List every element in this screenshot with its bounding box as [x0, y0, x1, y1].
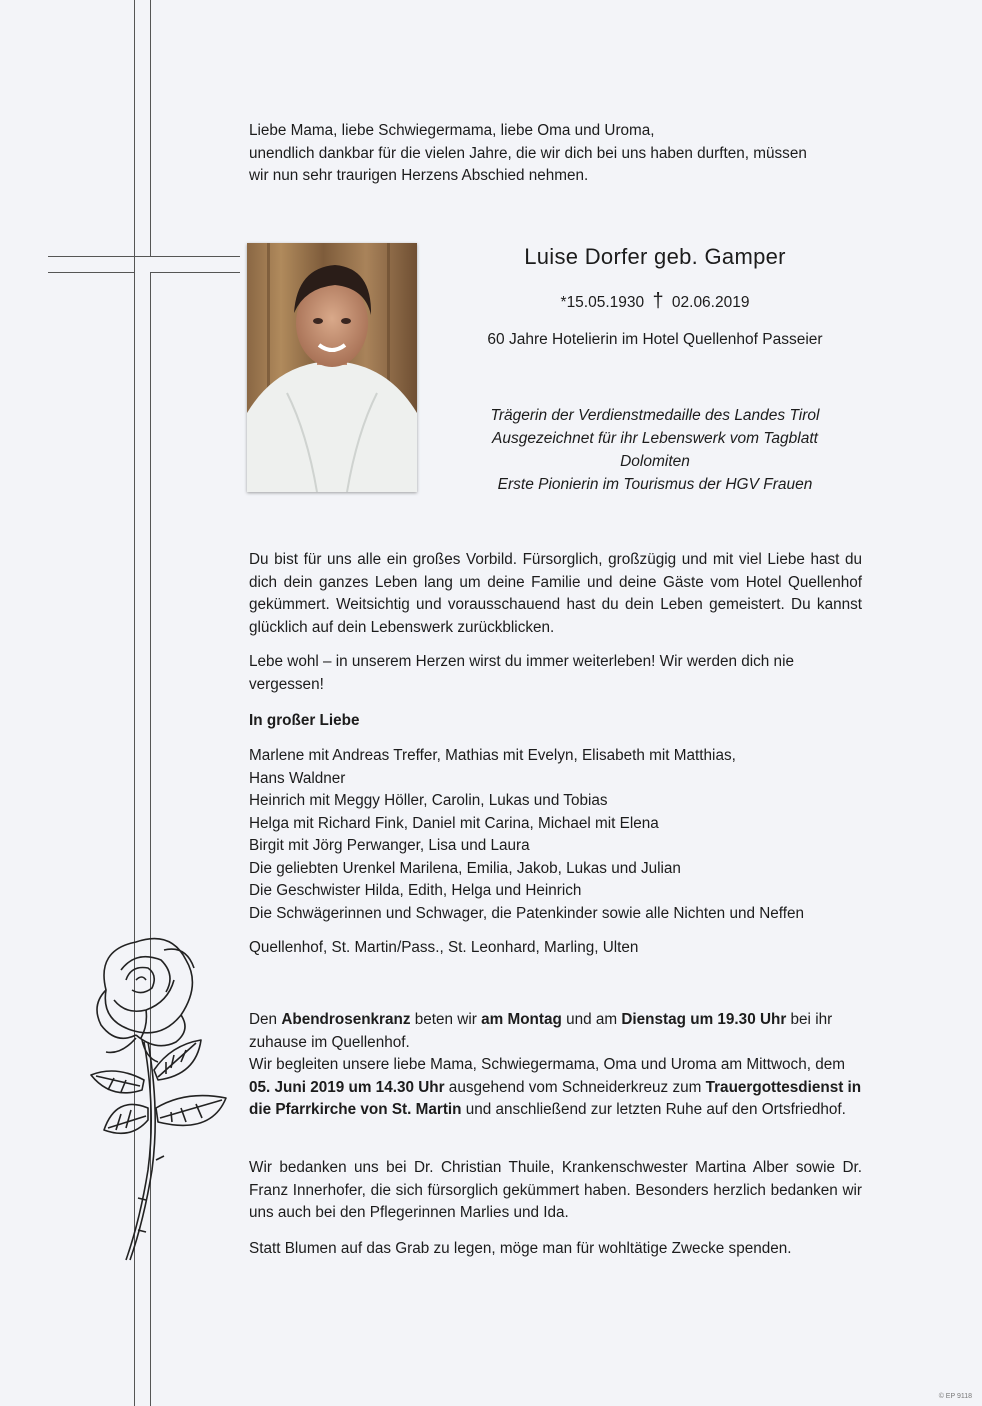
service-text: Den — [249, 1011, 282, 1028]
family-line: Helga mit Richard Fink, Daniel mit Carina, Michael mit Elena — [249, 814, 659, 832]
closing-line: Statt Blumen auf das Grab zu legen, möge man für wohltätige Zwecke spenden. — [249, 1240, 792, 1257]
cross-horizontal-line-lower-right — [150, 272, 240, 273]
family-line: Marlene mit Andreas Treffer, Mathias mit Evelyn, Elisabeth mit Matthias, — [249, 747, 736, 764]
service-bold: Trauergottesdienst in die Pfarrkirche von St. Martin — [249, 1078, 862, 1118]
print-mark: © EP 9118 — [938, 1393, 972, 1400]
honors-list — [470, 404, 840, 496]
family-line: Heinrich mit Meggy Höller, Carolin, Lukas und Tobias — [249, 792, 608, 809]
service-bold: Dienstag um 19.30 Uhr — [621, 1011, 787, 1028]
service-bold: am Montag — [481, 1011, 562, 1028]
places-line: Quellenhof, St. Martin/Pass., St. Leonhard, Marling, Ulten — [249, 939, 639, 956]
thanks-paragraph: Wir bedanken uns bei Dr. Christian Thuile, Krankenschwester Martina Alber sowie Dr. Franz Innerhofer, die sich fürsorglich gekümmert haben. Besonders herzlich bedanken wir uns auch bei den Pflegerinnen Marlies und Ida. — [249, 1159, 862, 1221]
family-line: Die Geschwister Hilda, Edith, Helga und Heinrich — [249, 882, 582, 899]
death-date: 02.06.2019 — [671, 294, 750, 311]
deceased-name: Luise Dorfer geb. Gamper — [524, 244, 786, 269]
rose-icon — [76, 930, 236, 1270]
service-bold: Abendrosenkranz — [281, 1011, 411, 1028]
service-info — [249, 1009, 862, 1122]
family-heading-text: In großer Liebe — [249, 712, 360, 729]
service-text: und am — [561, 1011, 622, 1028]
family-heading — [249, 710, 862, 733]
honor-item: Ausgezeichnet für ihr Lebenswerk vom Tagblatt — [492, 430, 818, 447]
service-text: bei ihr zuhause im Quellenhof. — [249, 1011, 833, 1051]
birth-date: *15.05.1930 — [560, 294, 645, 311]
intro-text — [249, 120, 889, 188]
portrait-photo — [247, 243, 417, 492]
cross-vertical-line-left — [134, 0, 135, 272]
honor-item: Trägerin der Verdienstmedaille des Landes Tirol — [490, 407, 820, 424]
service-text: beten wir — [410, 1011, 482, 1028]
service-text: Wir begleiten unsere liebe Mama, Schwiegermama, Oma und Uroma am Mittwoch, dem — [249, 1056, 845, 1073]
farewell-paragraph: Lebe wohl – in unserem Herzen wirst du immer weiterleben! Wir werden dich nie vergessen! — [249, 653, 794, 693]
service-text: ausgehend vom Schneiderkreuz zum — [444, 1078, 706, 1096]
cross-horizontal-line-upper — [48, 256, 150, 257]
life-dates — [430, 290, 880, 313]
family-line: Hans Waldner — [249, 769, 346, 787]
family-list — [249, 745, 889, 925]
family-line: Die geliebten Urenkel Marilena, Emilia, Jakob, Lukas und Julian — [249, 859, 681, 877]
intro-line-3: wir nun sehr traurigen Herzens Abschied nehmen. — [249, 167, 589, 184]
cross-horizontal-line-lower — [48, 272, 134, 273]
deceased-role: 60 Jahre Hotelierin im Hotel Quellenhof Passeier — [487, 331, 823, 348]
intro-line-2: unendlich dankbar für die vielen Jahre, die wir dich bei uns haben durften, müssen — [249, 144, 807, 162]
service-text: und anschließend zur letzten Ruhe auf den Ortsfriedhof. — [461, 1101, 846, 1118]
family-line: Birgit mit Jörg Perwanger, Lisa und Laura — [249, 837, 530, 854]
tribute-paragraph: Du bist für uns alle ein großes Vorbild. Fürsorglich, großzügig und mit viel Liebe hast du dich dein ganzes Leben lang um deine Familie und deine Gäste vom Hotel Quellenhof gekümmert. Weitsichtig und vorausschauend hast du dein Leben gemeistert. Du kannst glücklich auf dein Lebenswerk zurückblicken. — [249, 551, 862, 636]
cross-vertical-line-right — [150, 0, 151, 256]
family-line: Die Schwägerinnen und Schwager, die Patenkinder sowie alle Nichten und Neffen — [249, 904, 805, 922]
honor-item: Dolomiten — [620, 453, 690, 470]
intro-line-1: Liebe Mama, liebe Schwiegermama, liebe Oma und Uroma, — [249, 122, 655, 139]
honor-item: Erste Pionierin im Tourismus der HGV Frauen — [497, 476, 813, 493]
service-bold: 05. Juni 2019 um 14.30 Uhr — [249, 1078, 445, 1096]
death-cross-icon: † — [652, 290, 664, 312]
cross-horizontal-line-upper-right — [150, 256, 240, 257]
